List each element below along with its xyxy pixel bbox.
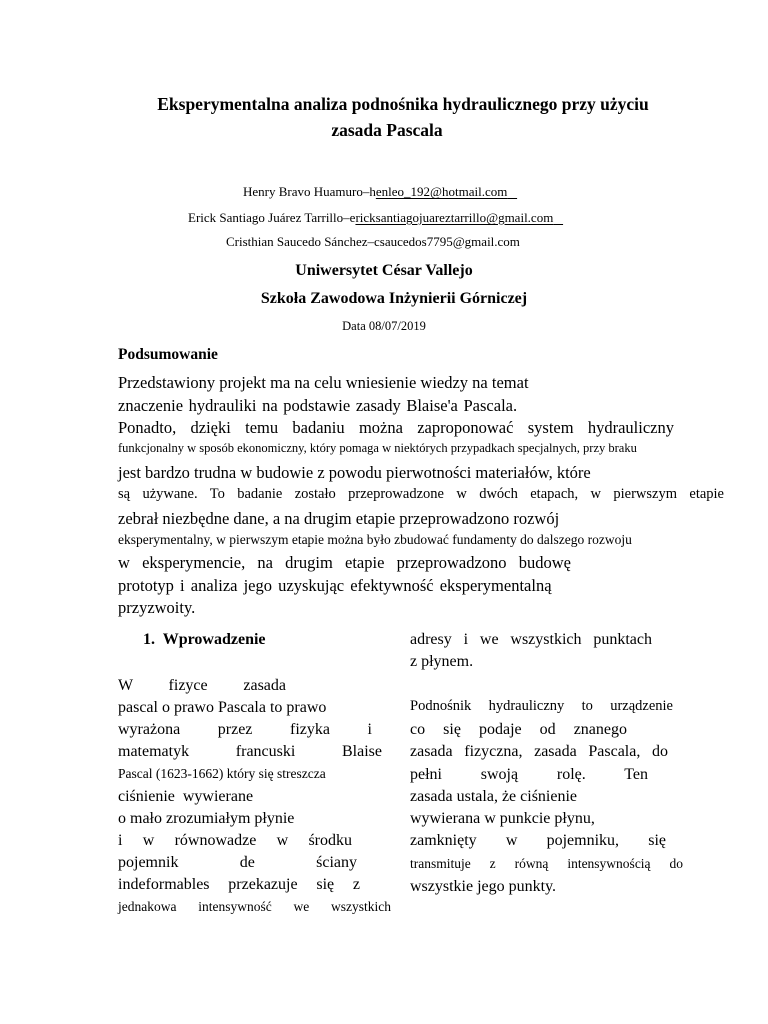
body-line: jednakowa intensywność we wszystkich [118, 899, 391, 914]
author-name-2: Erick Santiago Juárez Tarrillo–e [188, 210, 356, 225]
body-line: pascal o prawo Pascala to prawo [118, 699, 327, 716]
body-line: ciśnienie wywierane [118, 788, 254, 805]
body-line: wyrażona przez fizyka i [118, 721, 372, 738]
abstract-line: są używane. To badanie zostało przeprowadzone w dwóch etapach, w pierwszym etapie [118, 486, 724, 502]
body-line: indeformables przekazuje się z [118, 876, 360, 893]
abstract-line: funkcjonalny w sposób ekonomiczny, który pomaga w niektórych przypadkach specjalnych, przy braku [118, 441, 637, 455]
body-line: matematyk francuski Blaise [118, 743, 382, 760]
body-line: i w równowadze w środku [118, 832, 352, 849]
author-email-1[interactable]: enleo_192@hotmail.com [375, 184, 508, 199]
author-line-2 [188, 210, 563, 226]
university-name: Uniwersytet César Vallejo [295, 262, 473, 279]
body-line: z płynem. [410, 653, 474, 670]
paper-date: Data 08/07/2019 [342, 319, 426, 333]
abstract-line: eksperymentalny, w pierwszym etapie można było zbudować fundamenty do dalszego rozwoju [118, 532, 632, 547]
abstract-line: Przedstawiony projekt ma na celu wniesienie wiedzy na temat [118, 373, 529, 392]
abstract-line: jest bardzo trudna w budowie z powodu pierwotności materiałów, które [118, 463, 591, 482]
school-name: Szkoła Zawodowa Inżynierii Górniczej [260, 290, 528, 307]
abstract-line: przyzwoity. [118, 598, 196, 617]
author-line-3 [226, 234, 520, 250]
body-line: pojemnik de ściany [118, 854, 357, 871]
body-line: wywierana w punkcie płynu, [410, 810, 595, 827]
author-line-1 [243, 184, 517, 200]
body-line: transmituje z równą intensywnością do [410, 856, 683, 871]
body-line: wszystkie jego punkty. [410, 878, 557, 895]
paper-title-line-2: zasada Pascala [331, 120, 443, 140]
body-line: zasada ustala, że ciśnienie [410, 788, 578, 805]
abstract-line: zebrał niezbędne dane, a na drugim etapie przeprowadzono rozwój [118, 509, 560, 528]
body-line: W fizyce zasada [118, 677, 286, 694]
body-line: Pascal (1623-1662) który się streszcza [118, 766, 326, 781]
body-line: co się podaje od znanego [410, 721, 627, 738]
body-line: adresy i we wszystkich punktach [410, 631, 652, 648]
abstract-line: prototyp i analiza jego uzyskując efektywność eksperymentalną [118, 576, 552, 595]
paper-title-line-1: Eksperymentalna analiza podnośnika hydraulicznego przy użyciu [157, 94, 649, 114]
abstract-line: w eksperymencie, na drugim etapie przeprowadzono budowę [118, 553, 571, 572]
section-heading: 1. Wprowadzenie [143, 631, 266, 648]
author-email-2[interactable]: ricksantiagojuareztarrillo@gmail.com [355, 210, 554, 225]
abstract-line: znaczenie hydrauliki na podstawie zasady Blaise'a Pascala. [118, 396, 518, 415]
body-line: o mało zrozumiałym płynie [118, 810, 295, 827]
abstract-heading: Podsumowanie [118, 346, 218, 363]
abstract-line: Ponadto, dzięki temu badaniu można zaproponować system hydrauliczny [118, 418, 674, 437]
body-line: zasada fizyczna, zasada Pascala, do [410, 743, 668, 760]
author-name-1: Henry Bravo Huamuro–h [243, 184, 376, 199]
body-line: Podnośnik hydrauliczny to urządzenie [410, 698, 673, 714]
body-line: pełni swoją rolę. Ten [410, 766, 648, 783]
author-name-3: Cristhian Saucedo Sánchez–csaucedos7795@gmail.com [226, 234, 520, 249]
body-line: zamknięty w pojemniku, się [410, 832, 666, 849]
